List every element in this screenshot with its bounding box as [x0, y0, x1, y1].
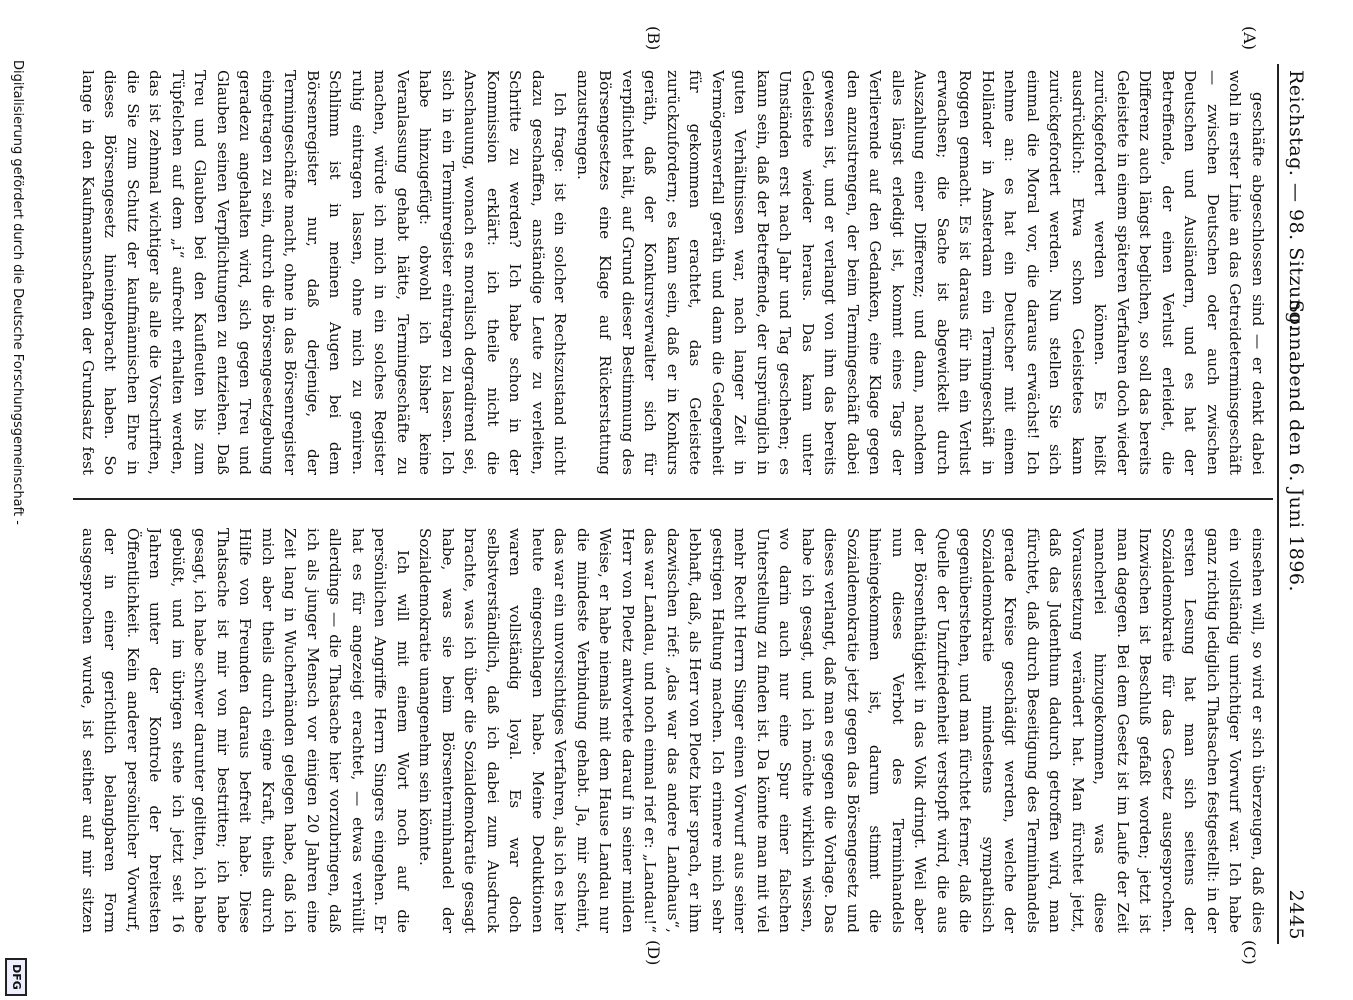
margin-mark-c: (C)	[1240, 940, 1259, 965]
paragraph: einsehen will, so wird er sich überzeugen, daß dies ein vollständig unrichtiger Vorwurf war. Ich habe ganz richtig lediglich Thatsachen festgestellt: in der ersten Lesung hat man sich seitens der Sozialdemokratie für das Gesetz ausgesprochen. Inzwischen ist Beschluß gefaßt worden; jetzt ist man dagegen. Bei dem Gesetz ist im Laufe der Zeit mancherlei hinzugekommen, was diese Voraussetzung verändert hat. Man fürchtet jetzt, daß das Judenthum dadurch getroffen wird, man fürchtet, daß durch Beseitigung des Terminhandels gerade Kreise geschädigt werden, welche der Sozialdemokratie mindestens sympathisch gegenüberstehen, und man fürchtet ferner, daß die Quelle der Unzufriedenheit verstopft wird, die aus der Börsenthätigkeit in das Volk dringt. Weil aber nun dieses Verbot des Terminhandels hineingekommen ist, darum stimmt die Sozialdemokratie jetzt gegen das Börsengesetz und dieses verlangt, daß man es gegen die Vorlage. Das habe ich gesagt, und ich möchte wirklich wissen, wo darin auch nur eine Spur einer falschen Unterstellung zu finden ist. Da könnte man mit viel mehr Recht Herrn Singer einen Vorwurf aus seiner gestrigen Haltung machen. Ich erinnere mich sehr lebhaft, daß, als Herr von Ploetz hier sprach, er ihm dazwischen rief: „das war das andere Landhaus“, das war Landau, und noch einmal rief er: „Landau!“ Herr von Ploetz antwortete darauf in seiner milden Weise, er habe niemals mit dem Hause Landau nur die mindeste Verbindung gehabt. Ja, mir scheint, das war ein unvorsichtiges Verfahren, als ich es hier heute eingeschlagen habe. Meine Deduktionen waren vollständig loyal. Es war doch selbstverständlich, daß ich dabei zum Ausdruck brachte, was ich über die Sozialdemokratie gesagt habe, was sie beim Börsenterminhandel der Sozialdemokratie unangenehm sein könnte.	[416, 528, 1267, 933]
header-session: Reichstag. — 98. Sitzung.	[1285, 70, 1307, 331]
header-date: Sonnabend den 6. Juni 1896.	[1285, 300, 1307, 593]
paragraph: Ich frage: ist ein solcher Rechtszustand nicht dazu geschaffen, anständige Leute zu verleiten, Schritte zu werden? Ich habe schon in der Kommission erklärt: ich theile nicht die Anschauung, wonach es moralisch degradirend sei, sich in ein Terminregister eintragen zu lassen. Ich habe hinzugefügt: obwohl ich bisher keine Veranlassung gehabt hätte, Termingeschäfte zu machen, würde ich mich in ein solches Register ruhig eintragen lassen, ohne mich zu geniren. Schlimm ist in meinen Augen bei dem Börsenregister nur, daß derjenige, der Termingeschäfte macht, ohne in das Börsenregister eingetragen zu sein, durch die Börsengesetzgebung geradezu angehalten wird, sich gegen Treu und Glauben seinen Verpflichtungen zu entziehen. Daß Treu und Glauben bei den Kaufleuten bis zum Tüpfelchen auf dem „i“ aufrecht erhalten werden, das ist zehnmal wichtiger als alle die Vorschriften, die Sie zum Schutz der kaufmännischen Ehre in dieses Börsengesetz hineingebracht haben. So lange in den Kaufmannschaften der Grundsatz fest	[79, 70, 570, 475]
paragraph: geschäfte abgeschlossen sind — er denkt dabei wohl in erster Linie an das Getreideterminsgeschäft — zwischen Deutschen oder auch zwischen Deutschen und Ausländern, und es hat der Betreffende, der einen Verlust erleidet, die Differenz auch längst beglichen, so soll das bereits Geleistete in einem späteren Verfahren doch wieder zurückgefordert werden können. Es heißt ausdrücklich: Etwa schon Geleistetes kann zurückgefordert werden. Nun stellen Sie sich einmal die Moral vor, die daraus erwächst! Ich nehme an: es hat ein Deutscher mit einem Holländer in Amsterdam ein Termingeschäft in Roggen gemacht. Es ist daraus für ihn ein Verlust erwachsen; die Sache ist abgewickelt durch Auszahlung einer Differenz; und dann, nachdem alles längst erledigt ist, kommt eines Tags der Verlierende auf den Gedanken, eine Klage gegen den anzustrengen, der beim Termingeschäft dabei gewesen ist, und er verlangt von ihm das bereits Geleistete wieder heraus. Das kann unter Umständen erst nach Jahr und Tag geschehen; es kann sein, daß der Betreffende, der ursprünglich in guten Verhältnissen war, nach langer Zeit in Vermögensverfall geräth und dann die Gelegenheit für gekommen erachtet, das Geleistete zurückzufordern; es kann sein, daß er in Konkurs geräth, daß der Konkursverwalter sich für verpflichtet hält, auf Grund dieser Bestimmung des Börsengesetzes eine Klage auf Rückerstattung anzustrengen.	[574, 70, 1267, 475]
column-divider	[73, 498, 1273, 500]
margin-mark-a: (A)	[1240, 26, 1259, 51]
margin-mark-d: (D)	[644, 940, 663, 966]
page-number: 2445	[1285, 889, 1307, 940]
header-rule	[1277, 64, 1279, 944]
footer-credit: Digitalisierung gefördert durch die Deutsche Forschungsgemeinschaft -	[10, 60, 25, 525]
digitization-footer	[5, 0, 27, 1000]
dfg-logo: DFG	[5, 958, 27, 996]
left-column	[79, 70, 1269, 475]
margin-mark-b: (B)	[644, 26, 663, 51]
right-column	[79, 528, 1269, 933]
paragraph: Ich will mit einem Wort noch auf die persönlichen Angriffe Herrn Singers eingehen. Er hat es für angezeigt erachtet, — etwas verhüllt allerdings — die Thatsache hier vorzubringen, daß ich als junger Mensch vor einigen 20 Jahren eine Zeit lang in Wucherhänden gelegen habe, daß ich mich aber theils durch eigne Kraft, theils durch Hilfe von Freunden daraus befreit habe. Diese Thatsache ist mir von mir bestritten; ich habe gesagt, ich habe schwer darunter gelitten, ich habe gebüßt, und im übrigen stehe ich jetzt seit 16 Jahren unter der Kontrole der breitesten Öffentlichkeit. Kein anderer persönlicher Vorwurf, der in einer gerichtlich belangbaren Form ausgesprochen wurde, ist seither auf mir sitzen	[79, 528, 412, 933]
running-header	[1281, 70, 1307, 940]
